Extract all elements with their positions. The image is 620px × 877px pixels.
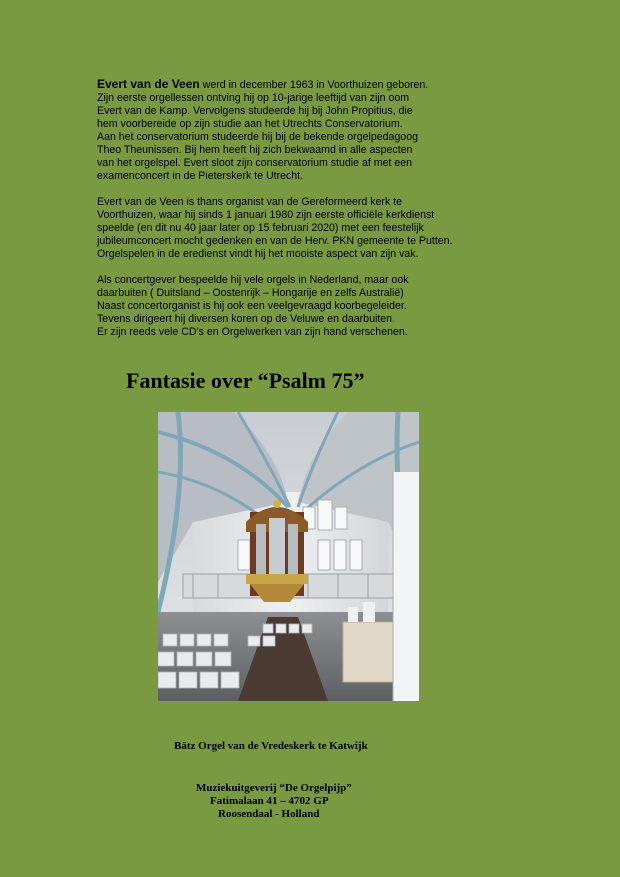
photo-caption: Bätz Orgel van de Vredeskerk te Katwijk: [174, 740, 368, 752]
biography: [97, 78, 597, 352]
publisher-address: Fatimalaan 41 – 4702 GP: [210, 795, 329, 807]
publisher-city: Roosendaal - Holland: [218, 808, 320, 820]
bio-paragraph-3: Als concertgever bespeelde hij vele orgels in Nederland, maar ook daarbuiten ( Duitsland – Oostenrijk – Hongarije en zelfs Australië) Naast concertorganist is hij ook een veelgevraagd koorbegeleider. Tevens dirigeert hij diversen koren op de Veluwe en daarbuiten. Er zijn reeds vele CD’s en Orgelwerken van zijn hand verschenen.: [97, 274, 409, 338]
bio-paragraph-1: Evert van de Veen werd in december 1963 in Voorthuizen geboren. Zijn eerste orgellessen ontving hij op 10-jarige leeftijd van zijn oom Evert van de Kamp. Vervolgens studeerde hij bij John Propitius, die hem voorbereide op zijn studie aan het Utrechts Conservatorium. Aan het conservatorium studeerde hij bij de bekende orgelpedagoog Theo Theunissen. Bij hem heeft hij zich bekwaamd in alle aspecten van het orgelspel. Evert sloot zijn conservatorium studie af met een examenconcert in de Pieterskerk te Utrecht.: [97, 77, 429, 182]
composer-name: Evert van de Veen: [97, 77, 200, 91]
bio-paragraph-2: Evert van de Veen is thans organist van de Gereformeerd kerk te Voorthuizen, waar hij sinds 1 januari 1980 zijn eerste officiële kerkdienst speelde (en dit nu 40 jaar later op 15 februari 2020) met een feestelijk jubileumconcert mocht gedenken en van de Herv. PKN gemeente te Putten. Orgelspelen in de eredienst vindt hij het mooiste aspect van zijn vak.: [97, 196, 453, 260]
publisher-block: [196, 782, 352, 821]
publisher-name: Muziekuitgeverij “De Orgelpijp”: [196, 782, 352, 794]
church-organ-photo: [158, 412, 419, 701]
score-title: Fantasie over “Psalm 75”: [126, 368, 365, 393]
